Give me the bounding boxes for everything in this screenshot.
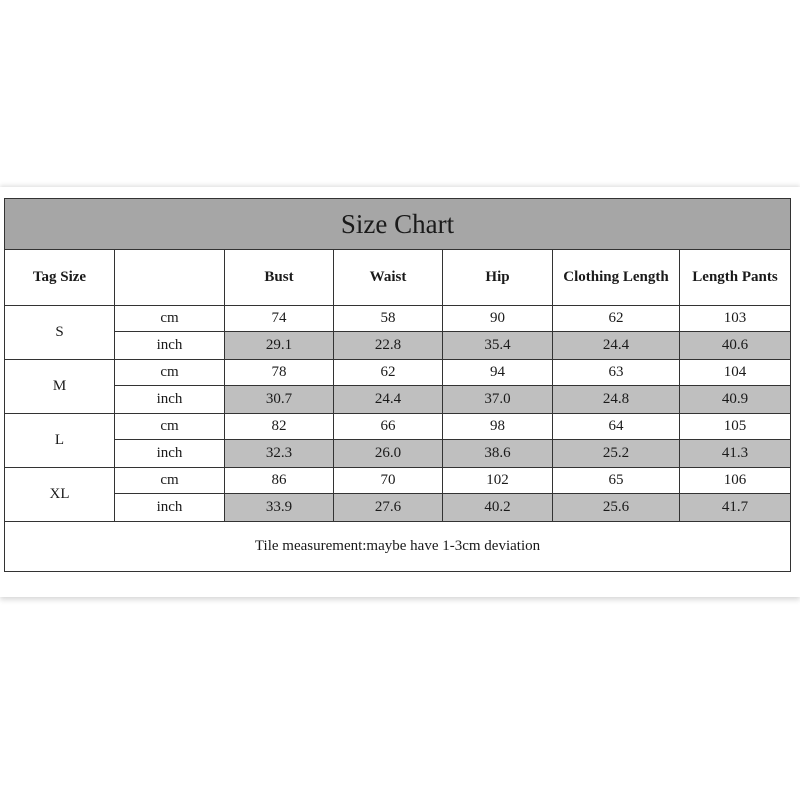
- header-row: [5, 250, 791, 306]
- value-cell: 105: [680, 414, 791, 440]
- unit-cm: cm: [115, 468, 225, 494]
- tag-size-xl: XL: [5, 468, 115, 522]
- unit-cm: cm: [115, 306, 225, 332]
- value-cell: 63: [553, 360, 680, 386]
- header-unit: [115, 250, 225, 306]
- value-cell: 25.6: [553, 494, 680, 522]
- unit-cm: cm: [115, 360, 225, 386]
- chart-title: Size Chart: [5, 199, 791, 250]
- value-cell: 25.2: [553, 440, 680, 468]
- value-cell: 38.6: [443, 440, 553, 468]
- value-cell: 65: [553, 468, 680, 494]
- size-row-m-cm: [5, 360, 791, 386]
- value-cell: 64: [553, 414, 680, 440]
- unit-cm: cm: [115, 414, 225, 440]
- value-cell: 33.9: [225, 494, 334, 522]
- value-cell: 24.4: [334, 386, 443, 414]
- size-row-s-inch: [5, 332, 791, 360]
- value-cell: 30.7: [225, 386, 334, 414]
- size-row-m-inch: [5, 386, 791, 414]
- value-cell: 27.6: [334, 494, 443, 522]
- header-bust: Bust: [225, 250, 334, 306]
- header-hip: Hip: [443, 250, 553, 306]
- unit-inch: inch: [115, 494, 225, 522]
- value-cell: 40.6: [680, 332, 791, 360]
- value-cell: 22.8: [334, 332, 443, 360]
- value-cell: 41.3: [680, 440, 791, 468]
- value-cell: 66: [334, 414, 443, 440]
- value-cell: 86: [225, 468, 334, 494]
- value-cell: 58: [334, 306, 443, 332]
- tag-size-s: S: [5, 306, 115, 360]
- value-cell: 41.7: [680, 494, 791, 522]
- value-cell: 35.4: [443, 332, 553, 360]
- value-cell: 78: [225, 360, 334, 386]
- value-cell: 104: [680, 360, 791, 386]
- value-cell: 62: [334, 360, 443, 386]
- header-length-pants: Length Pants: [680, 250, 791, 306]
- value-cell: 94: [443, 360, 553, 386]
- size-row-xl-inch: [5, 494, 791, 522]
- unit-inch: inch: [115, 386, 225, 414]
- value-cell: 102: [443, 468, 553, 494]
- value-cell: 24.8: [553, 386, 680, 414]
- value-cell: 82: [225, 414, 334, 440]
- size-row-l-inch: [5, 440, 791, 468]
- value-cell: 70: [334, 468, 443, 494]
- value-cell: 24.4: [553, 332, 680, 360]
- header-clothing-length: Clothing Length: [553, 250, 680, 306]
- unit-inch: inch: [115, 332, 225, 360]
- tag-size-m: M: [5, 360, 115, 414]
- header-waist: Waist: [334, 250, 443, 306]
- value-cell: 74: [225, 306, 334, 332]
- value-cell: 40.2: [443, 494, 553, 522]
- unit-inch: inch: [115, 440, 225, 468]
- size-chart-table: [4, 198, 791, 572]
- header-tag-size: Tag Size: [5, 250, 115, 306]
- value-cell: 26.0: [334, 440, 443, 468]
- value-cell: 103: [680, 306, 791, 332]
- size-row-l-cm: [5, 414, 791, 440]
- value-cell: 37.0: [443, 386, 553, 414]
- value-cell: 106: [680, 468, 791, 494]
- measurement-note: Tile measurement:maybe have 1-3cm deviation: [5, 522, 791, 572]
- value-cell: 40.9: [680, 386, 791, 414]
- size-row-s-cm: [5, 306, 791, 332]
- value-cell: 90: [443, 306, 553, 332]
- value-cell: 29.1: [225, 332, 334, 360]
- value-cell: 62: [553, 306, 680, 332]
- value-cell: 98: [443, 414, 553, 440]
- size-row-xl-cm: [5, 468, 791, 494]
- size-chart-card: [0, 187, 800, 597]
- tag-size-l: L: [5, 414, 115, 468]
- value-cell: 32.3: [225, 440, 334, 468]
